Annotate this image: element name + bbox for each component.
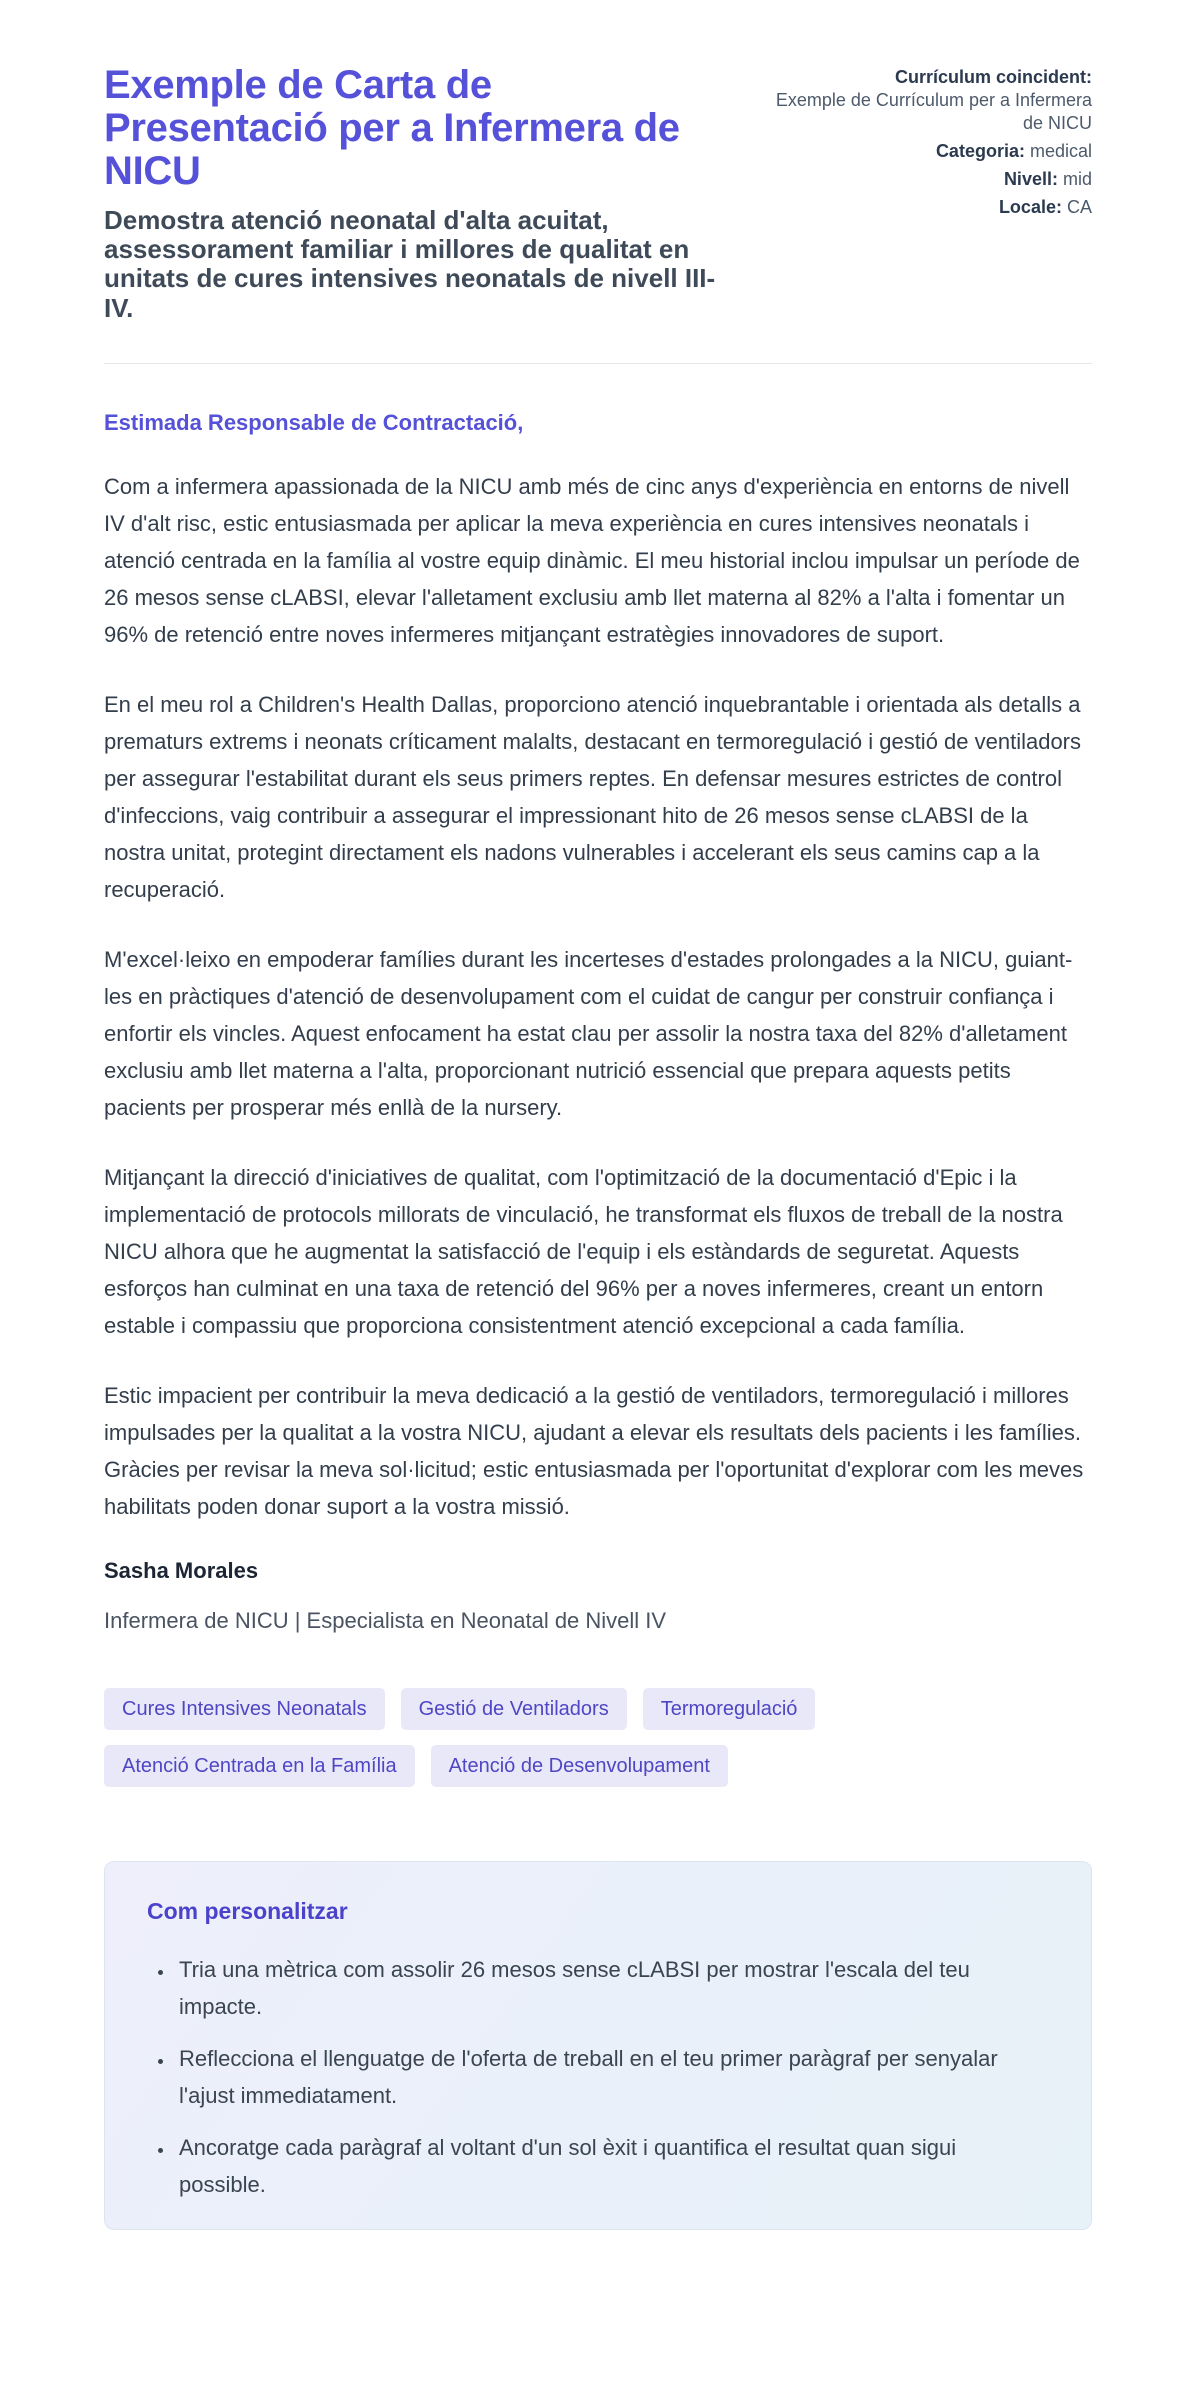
meta-matching-resume	[772, 66, 1092, 135]
tips-title: Com personalitzar	[147, 1898, 348, 1925]
tip-item: • Tria una mètrica com assolir 26 mesos sense cLABSI per mostrar l'escala del teu impacte.	[175, 1951, 1049, 2025]
letter-paragraph: Mitjançant la direcció d'iniciatives de qualitat, com l'optimització de la documentació d'Epic i la implementació de protocols millorats de vinculació, he transformat els fluxos de treball de la nostra NICU alhora que he augmentat la satisfacció de l'equip i els estàndards de seguretat. Aquests esforços han culminat en una taxa de retenció del 96% per a noves infermeres, creant un entorn estable i compassiu que proporciona consistentment atenció excepcional a cada família.	[104, 1165, 1063, 1339]
meta-level-value: mid	[1062, 169, 1092, 189]
skill-tag: Cures Intensives Neonatals	[104, 1688, 385, 1730]
customization-tips-box	[104, 1861, 1092, 2230]
letter-greeting: Estimada Responsable de Contractació,	[104, 410, 524, 436]
skill-tags	[104, 1688, 1092, 1787]
meta-category-label: Categoria:	[935, 141, 1025, 161]
skill-tag: Atenció Centrada en la Família	[104, 1745, 415, 1787]
page-title: Exemple de Carta de Presentació per a Infermera de NICU	[104, 63, 680, 194]
meta-locale-label: Locale:	[998, 197, 1062, 217]
cover-letter-body	[104, 410, 1092, 1634]
tip-item: • Reflecciona el llenguatge de l'oferta de treball en el teu primer paràgraf per senyalar l'ajust immediatament.	[175, 2040, 1049, 2114]
skill-tag: Termoregulació	[643, 1688, 816, 1730]
skill-tag: Gestió de Ventiladors	[401, 1688, 627, 1730]
meta-locale-value: CA	[1066, 197, 1092, 217]
meta-level-label: Nivell:	[1003, 169, 1058, 189]
meta-locale	[772, 196, 1092, 219]
document-meta	[772, 64, 1092, 224]
letter-paragraph: Estic impacient per contribuir la meva dedicació a la gestió de ventiladors, termoregulació i millores impulsades per la qualitat a la vostra NICU, ajudant a elevar els resultats dels pacients i les famílies. Gràcies per revisar la meva sol·licitud; estic entusiasmada per l'oportunitat d'explorar com les meves habilitats poden donar suport a la vostra missió.	[104, 1383, 1084, 1520]
header-divider	[104, 363, 1092, 364]
meta-matching-resume-value: Exemple de Currículum per a Infermera de NICU	[775, 90, 1092, 133]
header	[104, 64, 1092, 323]
page-subtitle: Demostra atenció neonatal d'alta acuitat, assessorament familiar i millores de qualitat en unitats de cures intensives neonatals de nivell III-IV.	[104, 204, 716, 323]
letter-paragraph: En el meu rol a Children's Health Dallas, proporciono atenció inquebrantable i orientada als detalls a prematurs extrems i neonats críticament malalts, destacant en termoregulació i gestió de ventiladors per assegurar l'estabilitat durant els seus primers reptes. En defensar mesures estrictes de control d'infeccions, vaig contribuir a assegurar el impressionant hito de 26 mesos sense cLABSI de la nostra unitat, protegint directament els nadons vulnerables i accelerant els seus camins cap a la recuperació.	[104, 692, 1082, 903]
tip-item: • Ancoratge cada paràgraf al voltant d'un sol èxit i quantifica el resultat quan sigui possible.	[175, 2129, 1049, 2203]
tips-list	[147, 1951, 1049, 2203]
meta-category	[772, 140, 1092, 163]
content-container	[104, 0, 1092, 2300]
signature-role: Infermera de NICU | Especialista en Neonatal de Nivell IV	[104, 1608, 667, 1634]
meta-category-value: medical	[1029, 141, 1092, 161]
header-title-block	[104, 64, 742, 323]
signature-name: Sasha Morales	[104, 1558, 259, 1584]
meta-matching-resume-label: Currículum coincident:	[894, 67, 1092, 87]
letter-paragraph: M'excel·leixo en empoderar famílies durant les incerteses d'estades prolongades a la NICU, guiant-les en pràctiques d'atenció de desenvolupament com el cuidat de cangur per construir confiança i enfortir els vincles. Aquest enfocament ha estat clau per assolir la nostra taxa del 82% d'alletament exclusiu amb llet materna a l'alta, proporcionant nutrició essencial que prepara aquests petits pacients per prosperar més enllà de la nursery.	[104, 947, 1073, 1121]
meta-level	[772, 168, 1092, 191]
skill-tag: Atenció de Desenvolupament	[431, 1745, 728, 1787]
letter-paragraph: Com a infermera apassionada de la NICU amb més de cinc anys d'experiència en entorns de nivell IV d'alt risc, estic entusiasmada per aplicar la meva experiència en cures intensives neonatals i atenció centrada en la família al vostre equip dinàmic. El meu historial inclou impulsar un període de 26 mesos sense cLABSI, elevar l'alletament exclusiu amb llet materna al 82% a l'alta i fomentar un 96% de retenció entre noves infermeres mitjançant estratègies innovadores de suport.	[104, 474, 1080, 648]
